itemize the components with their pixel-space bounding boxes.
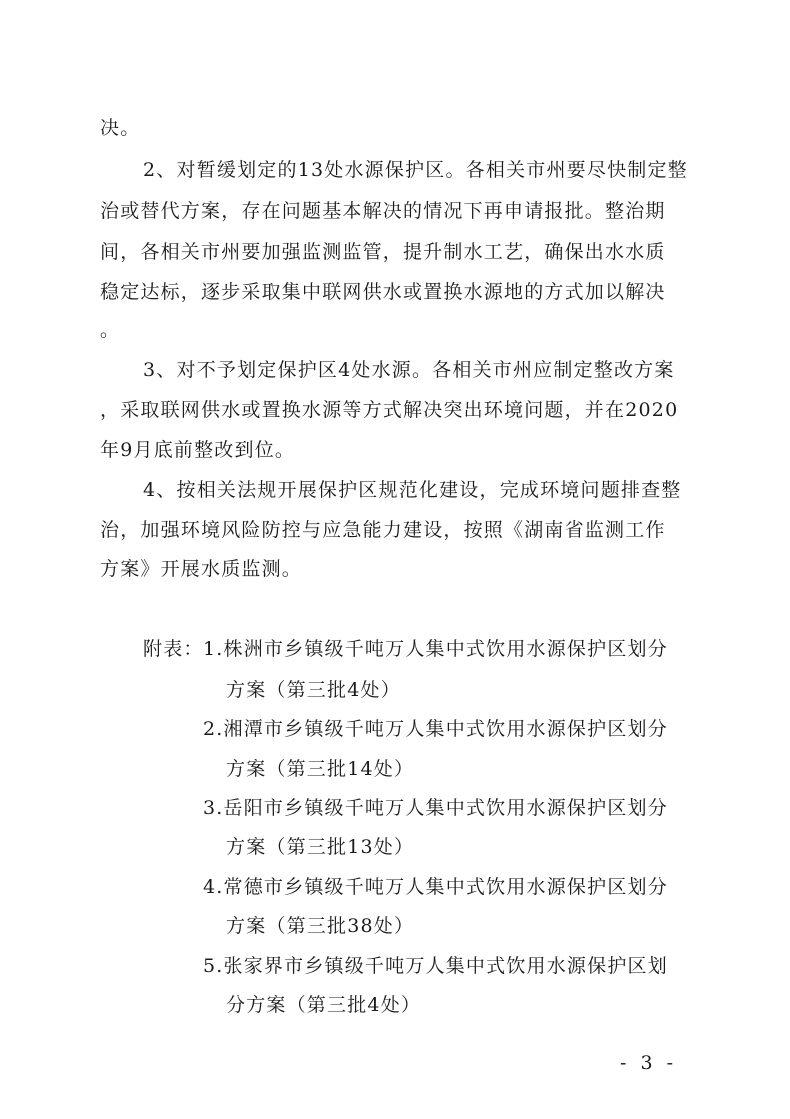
attachment-item-2-line2: 方案（第三批14处） bbox=[226, 758, 415, 780]
body-line-8: ，采取联网供水或置换水源等方式解决突出环境问题，并在2020 bbox=[100, 399, 679, 421]
attachment-item-5-line2: 分方案（第三批4处） bbox=[226, 994, 422, 1016]
attachment-item-1-line2: 方案（第三批4处） bbox=[226, 679, 401, 701]
attachment-item-2-line1: 2.湘潭市乡镇级千吨万人集中式饮用水源保护区划分 bbox=[203, 718, 668, 740]
body-line-1: 决。 bbox=[100, 117, 141, 139]
attachment-item-4-line2: 方案（第三批38处） bbox=[226, 915, 415, 937]
attachment-item-5-line1: 5.张家界市乡镇级千吨万人集中式饮用水源保护区划 bbox=[203, 955, 668, 977]
attachment-item-1-line1: 1.株洲市乡镇级千吨万人集中式饮用水源保护区划分 bbox=[203, 638, 668, 660]
page-number: - 3 - bbox=[620, 1052, 678, 1074]
body-line-2: 2、对暂缓划定的13处水源保护区。各相关市州要尽快制定整 bbox=[143, 159, 688, 181]
body-line-6: 。 bbox=[100, 319, 121, 341]
body-line-9: 年9月底前整改到位。 bbox=[100, 439, 296, 461]
body-line-5: 稳定达标，逐步采取集中联网供水或置换水源地的方式加以解决 bbox=[100, 281, 666, 303]
body-line-3: 治或替代方案，存在问题基本解决的情况下再申请报批。整治期 bbox=[100, 200, 666, 222]
body-line-7: 3、对不予划定保护区4处水源。各相关市州应制定整改方案 bbox=[143, 359, 675, 381]
body-line-4: 间，各相关市州要加强监测监管，提升制水工艺，确保出水水质 bbox=[100, 241, 666, 263]
body-line-11: 治，加强环境风险防控与应急能力建设，按照《湖南省监测工作 bbox=[100, 519, 666, 541]
attachments-label: 附表： bbox=[143, 638, 204, 660]
attachment-item-3-line1: 3.岳阳市乡镇级千吨万人集中式饮用水源保护区划分 bbox=[203, 797, 668, 819]
body-line-12: 方案》开展水质监测。 bbox=[100, 558, 303, 580]
attachment-item-3-line2: 方案（第三批13处） bbox=[226, 836, 415, 858]
body-line-10: 4、按相关法规开展保护区规范化建设，完成环境问题排查整 bbox=[143, 479, 682, 501]
attachment-item-4-line1: 4.常德市乡镇级千吨万人集中式饮用水源保护区划分 bbox=[203, 876, 668, 898]
